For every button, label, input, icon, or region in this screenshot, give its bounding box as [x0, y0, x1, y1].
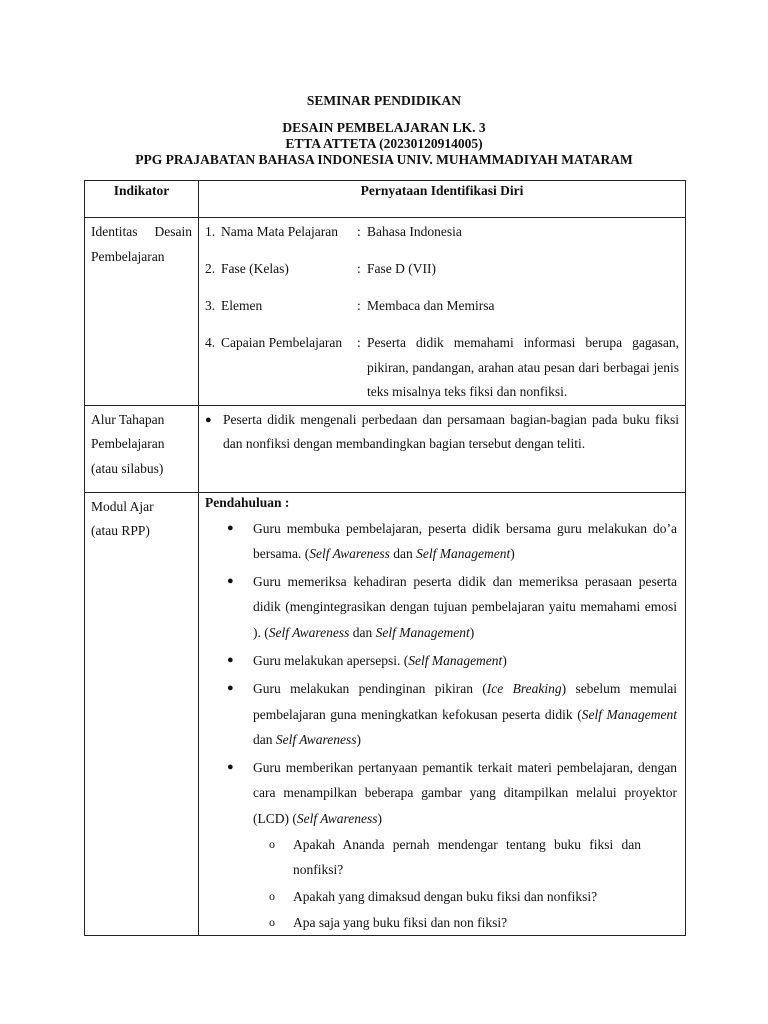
program-line: PPG PRAJABATAN BAHASA INDONESIA UNIV. MUHAMMADIYAH MATARAM — [135, 152, 633, 167]
row-label-alur: Alur Tahapan Pembelajaran (atau silabus) — [85, 405, 199, 492]
section-title: Pendahuluan : — [205, 494, 290, 510]
circle-bullet-icon: o — [269, 914, 275, 929]
table-row-alur — [85, 405, 686, 492]
identity-item: 4. Capaian Pembelajaran : Peserta didik memahami informasi berupa gagasan, pikiran, pandangan, arahan atau pesan dari berbagai jenis teks misalnya teks fiksi dan nonfiksi. — [205, 335, 679, 399]
label-line: Identitas Desain — [91, 224, 192, 239]
bullet-icon: ● — [227, 761, 234, 774]
question-item: o Apa saja yang buku fiksi dan non fiksi? — [205, 910, 679, 935]
circle-bullet-icon: o — [269, 888, 275, 903]
bullet-icon: ● — [227, 521, 234, 534]
bullet-icon: ● — [227, 575, 234, 588]
list-item: ● Guru memberikan pertanyaan pemantik terkait materi pembelajaran, dengan cara menampilkan beberapa gambar yang ditampilkan melalui proyektor (LCD) (Self Awareness) — [205, 755, 679, 831]
list-item: ● Guru membuka pembelajaran, peserta didik bersama guru melakukan do’a bersama. (Self Awareness dan Self Management) — [205, 516, 679, 567]
column-header-indikator: Indikator — [85, 181, 199, 218]
design-title: DESAIN PEMBELAJARAN LK. 3 — [282, 120, 486, 135]
identification-table — [84, 180, 686, 936]
alur-text: Peserta didik mengenali perbedaan dan persamaan bagian-bagian pada buku fiksi dan nonfiksi dengan membandingkan bagian tersebut dengan teliti. — [223, 411, 679, 451]
seminar-title: SEMINAR PENDIDIKAN — [306, 93, 462, 108]
bullet-icon: ● — [227, 653, 234, 666]
list-item: ● Guru melakukan pendinginan pikiran (Ice Breaking) sebelum memulai pembelajaran guna meningkatkan kefokusan peserta didik (Self Management dan Self Awareness) — [205, 676, 679, 752]
circle-bullet-icon: o — [269, 837, 275, 852]
question-item: o Apakah yang dimaksud dengan buku fiksi dan nonfiksi? — [205, 884, 679, 909]
table-row-identitas — [85, 218, 686, 406]
modul-content — [199, 492, 686, 936]
column-header-pernyataan: Pernyataan Identifikasi Diri — [199, 181, 686, 218]
row-label-identitas — [85, 218, 199, 406]
list-item: ● Guru memeriksa kehadiran peserta didik dan memeriksa perasaan peserta didik (mengintegrasikan dengan tujuan pembelajaran yaitu memahami emosi ). (Self Awareness dan Self Management) — [205, 569, 679, 645]
row-label-modul: Modul Ajar (atau RPP) — [85, 492, 199, 936]
question-item: o Apakah Ananda pernah mendengar tentang buku fiksi dan nonfiksi? — [205, 832, 679, 883]
identitas-content — [199, 218, 686, 406]
bullet-icon: ● — [205, 413, 212, 426]
document-header — [0, 92, 768, 168]
label-line: Pembelajaran — [91, 248, 165, 264]
list-item: ● Guru melakukan apersepsi. (Self Management) — [205, 648, 679, 673]
bullet-icon: ● — [227, 682, 234, 695]
author-line: ETTA ATTETA (20230120914005) — [285, 136, 483, 151]
identity-item: 1. Nama Mata Pelajaran : Bahasa Indonesia — [205, 224, 462, 239]
identity-item: 2. Fase (Kelas) : Fase D (VII) — [205, 261, 436, 276]
table-header-row — [85, 181, 686, 218]
table-row-modul — [85, 492, 686, 936]
identity-item: 3. Elemen : Membaca dan Memirsa — [205, 298, 495, 313]
alur-content — [199, 405, 686, 492]
